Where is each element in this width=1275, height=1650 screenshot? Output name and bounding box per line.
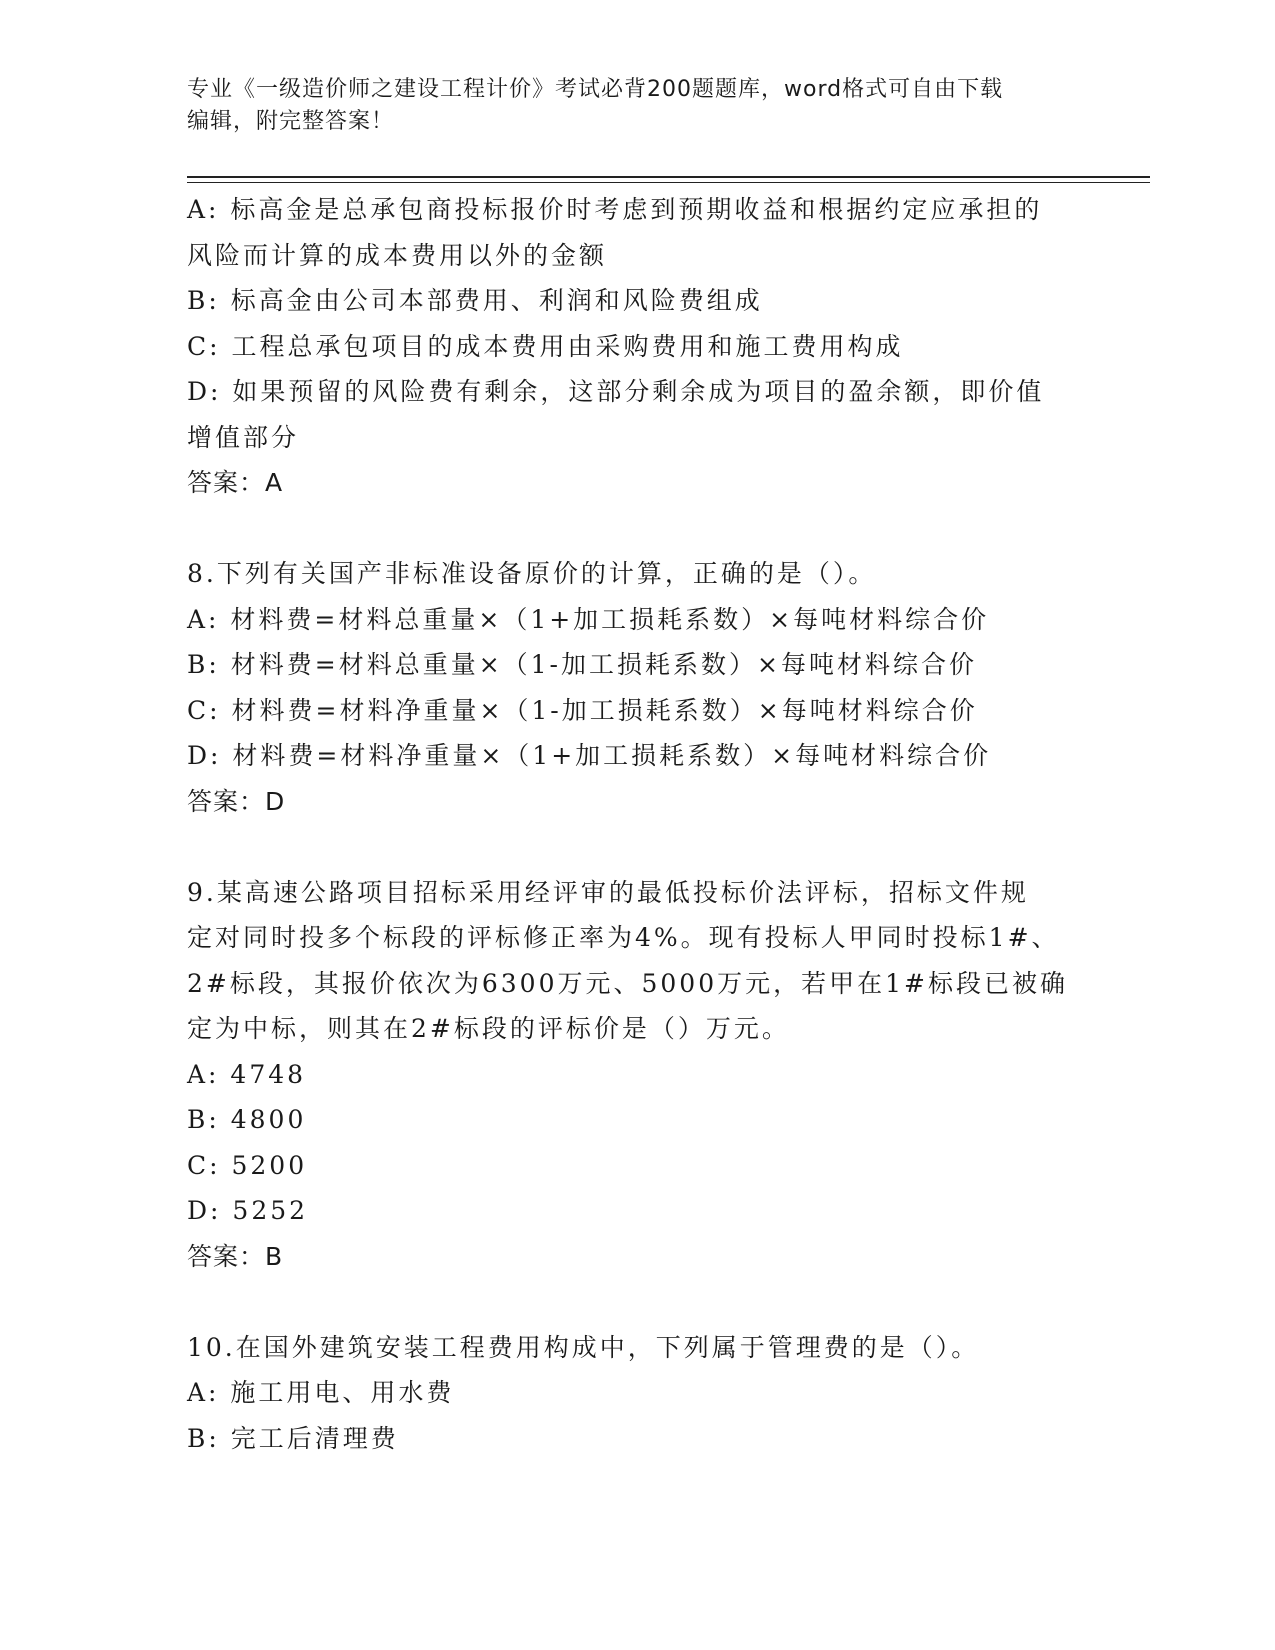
q9-stem-line-2: 定对同时投多个标段的评标修正率为4%。现有投标人甲同时投标1#、 bbox=[187, 923, 1060, 952]
header-rule-thin bbox=[187, 182, 1150, 183]
q7-option-b: B: 标高金由公司本部费用、利润和风险费组成 bbox=[187, 286, 763, 315]
q10-option-b: B: 完工后清理费 bbox=[187, 1423, 399, 1453]
q7-option-c: C: 工程总承包项目的成本费用由采购费用和施工费用构成 bbox=[187, 331, 904, 361]
q8-answer: 答案：D bbox=[187, 786, 286, 816]
question-9 bbox=[187, 870, 1087, 1280]
q10-option-a: A: 施工用电、用水费 bbox=[187, 1378, 455, 1407]
q9-answer: 答案：B bbox=[187, 1241, 284, 1271]
q8-stem: 8.下列有关国产非标准设备原价的计算，正确的是（）。 bbox=[187, 559, 877, 588]
q9-stem-line-1: 9.某高速公路项目招标采用经评审的最低投标价法评标，招标文件规 bbox=[187, 877, 1029, 907]
header-title-line-2: 编辑，附完整答案！ bbox=[187, 109, 395, 134]
header-rule-thick bbox=[187, 176, 1150, 178]
q7-option-a-line-2: 风险而计算的成本费用以外的金额 bbox=[187, 240, 608, 270]
question-8 bbox=[187, 551, 1087, 824]
q7-option-d-line-2: 增值部分 bbox=[187, 422, 300, 452]
question-10 bbox=[187, 1325, 1087, 1462]
question-list bbox=[187, 187, 1087, 1461]
header-title-line-1: 专业《一级造价师之建设工程计价》考试必背200题题库，word格式可自由下载 bbox=[187, 77, 1004, 102]
q9-option-a: A: 4748 bbox=[187, 1059, 307, 1089]
q9-option-b: B: 4800 bbox=[187, 1105, 307, 1134]
spacer bbox=[187, 1279, 1087, 1325]
q10-stem: 10.在国外建筑安装工程费用构成中，下列属于管理费的是（）。 bbox=[187, 1332, 980, 1362]
q7-option-d-line-1: D: 如果预留的风险费有剩余，这部分剩余成为项目的盈余额，即价值 bbox=[187, 377, 1045, 406]
q8-option-b: B: 材料费=材料总重量×（1-加工损耗系数）×每吨材料综合价 bbox=[187, 650, 977, 679]
q8-option-a: A: 材料费=材料总重量×（1+加工损耗系数）×每吨材料综合价 bbox=[187, 604, 990, 634]
spacer bbox=[187, 824, 1087, 870]
q9-stem-line-3: 2#标段，其报价依次为6300万元、5000万元，若甲在1#标段已被确 bbox=[187, 968, 1068, 998]
q9-stem-line-4: 定为中标，则其在2#标段的评标价是（）万元。 bbox=[187, 1014, 790, 1043]
q7-answer: 答案：A bbox=[187, 468, 284, 497]
q8-option-d: D: 材料费=材料净重量×（1+加工损耗系数）×每吨材料综合价 bbox=[187, 741, 992, 770]
q9-option-d: D: 5252 bbox=[187, 1196, 309, 1225]
spacer bbox=[187, 506, 1087, 552]
q7-option-a-line-1: A: 标高金是总承包商投标报价时考虑到预期收益和根据约定应承担的 bbox=[187, 195, 1043, 224]
q9-option-c: C: 5200 bbox=[187, 1150, 308, 1180]
document-header bbox=[187, 74, 1087, 138]
question-7 bbox=[187, 187, 1087, 506]
q8-option-c: C: 材料费=材料净重量×（1-加工损耗系数）×每吨材料综合价 bbox=[187, 695, 978, 725]
